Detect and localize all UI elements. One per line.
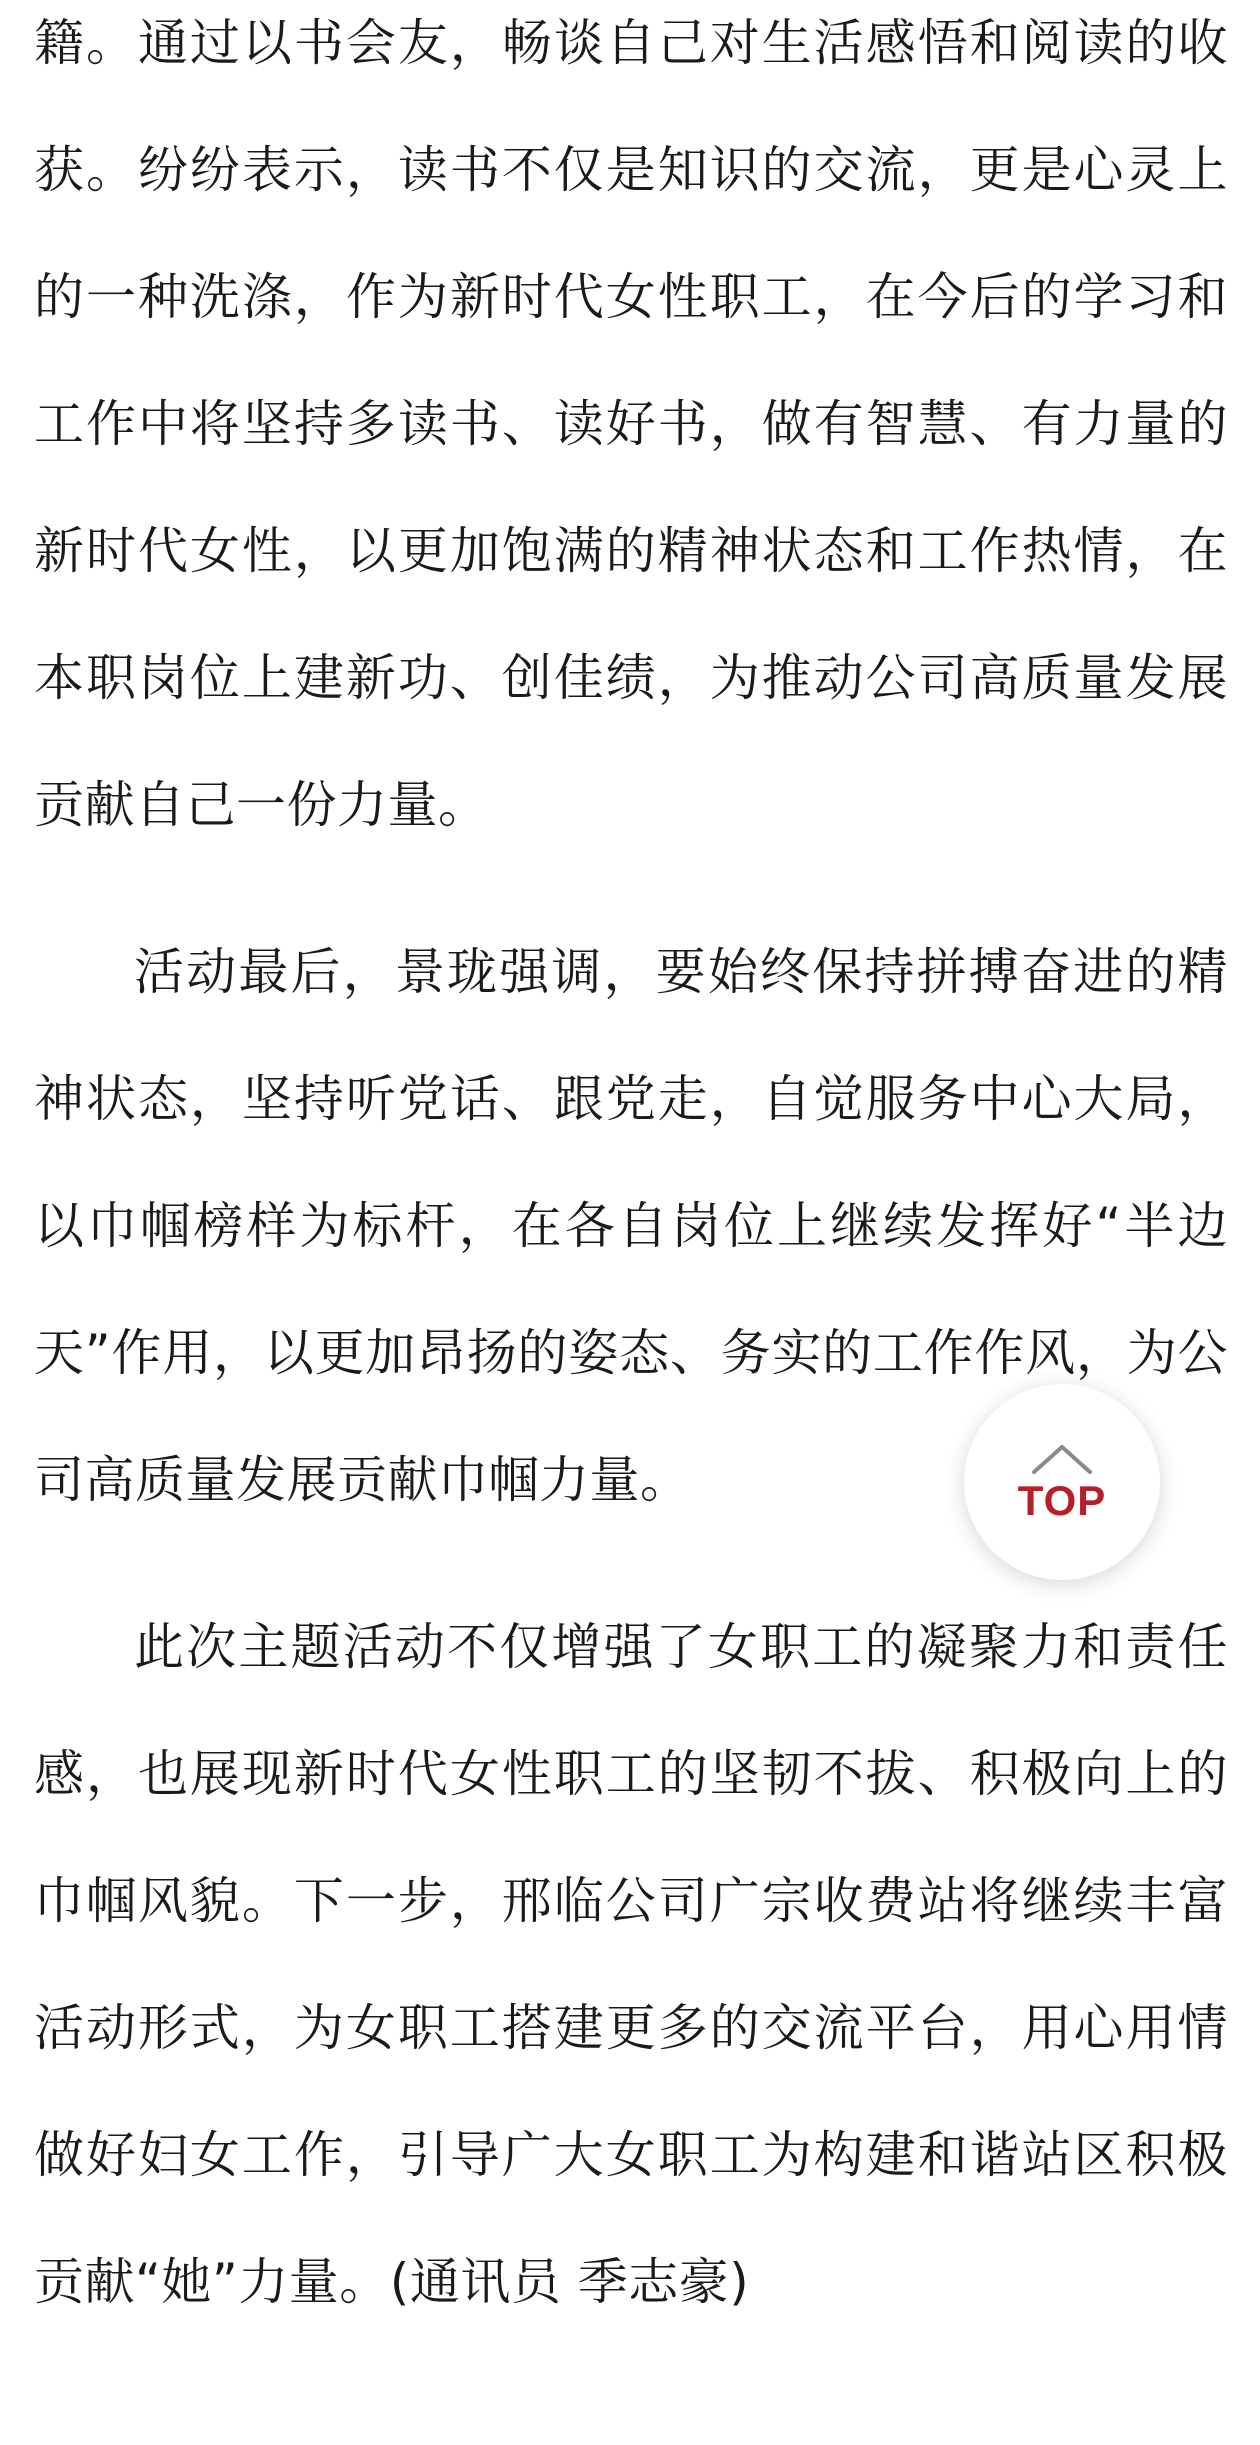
back-to-top-button[interactable] [964,1384,1160,1580]
article-paragraph: 活动最后，景珑强调，要始终保持拼搏奋进的精神状态，坚持听党话、跟党走，自觉服务中心大局，以巾帼榜样为标杆，在各自岗位上继续发挥好“半边天”作用，以更加昂扬的姿态、务实的工作作风，为公司高质量发展贡献巾帼力量。 [34,943,1228,1509]
back-to-top-label: TOP [1017,1477,1107,1524]
chevron-up-icon [1030,1442,1094,1476]
paragraph-spacer [34,869,1228,909]
article-body [34,0,1228,2346]
article-paragraph: 此次主题活动不仅增强了女职工的凝聚力和责任感，也展现新时代女性职工的坚韧不拔、积极向上的巾帼风貌。下一步，邢临公司广宗收费站将继续丰富活动形式，为女职工搭建更多的交流平台，用心用情做好妇女工作，引导广大女职工为构建和谐站区积极贡献“她”力量。(通讯员 季志豪) [34,1618,1228,2311]
article-paragraph: 籍。通过以书会友，畅谈自己对生活感悟和阅读的收获。纷纷表示，读书不仅是知识的交流，更是心灵上的一种洗涤，作为新时代女性职工，在今后的学习和工作中将坚持多读书、读好书，做有智慧、有力量的新时代女性，以更加饱满的精神状态和工作热情，在本职岗位上建新功、创佳绩，为推动公司高质量发展贡献自己一份力量。 [34,14,1228,834]
